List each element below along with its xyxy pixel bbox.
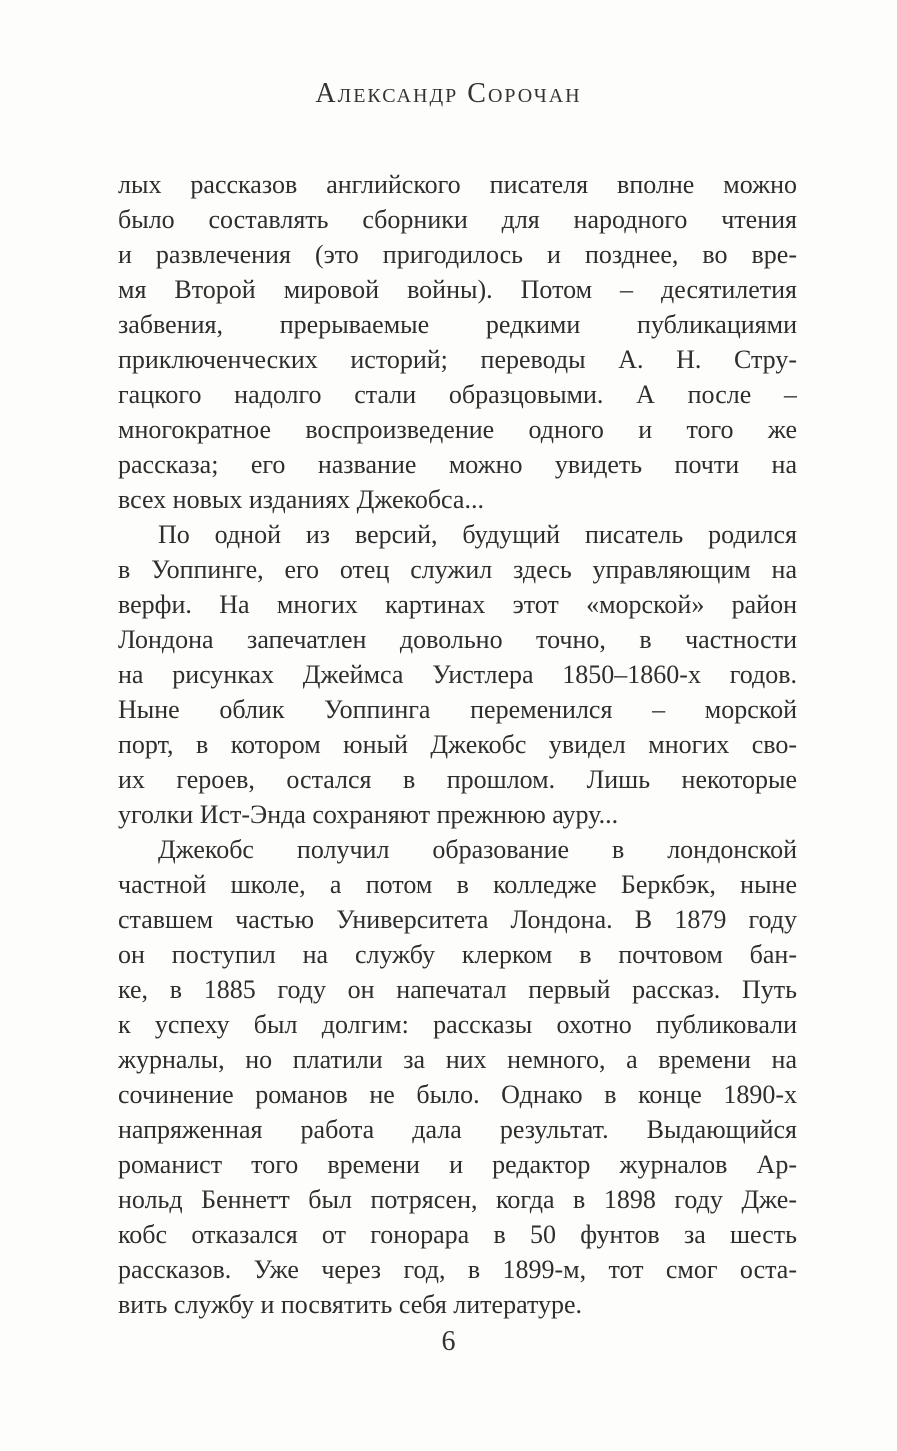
body-text [118,167,797,1322]
text-line: в Уоппинге, его отец служил здесь управляющим на [118,555,797,584]
text-line: уголки Ист-Энда сохраняют прежнюю ауру... [118,800,619,829]
text-line: По одной из версий, будущий писатель родился [158,520,797,549]
text-line: порт, в котором юный Джекобс увидел многих сво- [118,730,797,759]
text-line: верфи. На многих картинах этот «морской» район [118,590,797,619]
text-line: многократное воспроизведение одного и того же [118,415,797,444]
text-line: нольд Беннетт был потрясен, когда в 1898 году Дже- [118,1185,797,1214]
text-line: рассказа; его название можно увидеть почти на [118,450,797,479]
text-line: ке, в 1885 году он напечатал первый рассказ. Путь [118,975,797,1004]
text-line: на рисунках Джеймса Уистлера 1850–1860-х годов. [118,660,797,689]
text-line: к успеху был долгим: рассказы охотно публиковали [118,1010,797,1039]
running-header: Александр Сорочан [315,78,582,109]
text-line: мя Второй мировой войны). Потом – десятилетия [118,275,797,304]
text-line: Ныне облик Уоппинга переменился – морской [118,695,797,724]
text-line: романист того времени и редактор журналов Ар- [118,1150,797,1179]
text-line: Джекобс получил образование в лондонской [158,835,797,864]
text-line: их героев, остался в прошлом. Лишь некоторые [118,765,797,794]
text-line: сочинение романов не было. Однако в конце 1890-х [118,1080,797,1109]
text-line: лых рассказов английского писателя вполне можно [118,170,797,199]
text-line: и развлечения (это пригодилось и позднее, во вре- [118,240,797,269]
text-line: напряженная работа дала результат. Выдающийся [118,1115,797,1144]
text-line: было составлять сборники для народного чтения [118,205,797,234]
paragraph [118,517,797,832]
page-number: 6 [441,1326,456,1357]
paragraph [118,167,797,517]
text-line: рассказов. Уже через год, в 1899-м, тот смог оста- [118,1255,797,1284]
text-line: Лондона запечатлен довольно точно, в частности [118,625,797,654]
text-line: кобс отказался от гонорара в 50 фунтов за шесть [118,1220,797,1249]
text-line: приключенческих историй; переводы А. Н. Стру- [118,345,797,374]
text-line: вить службу и посвятить себя литературе. [118,1290,583,1319]
text-line: гацкого надолго стали образцовыми. А после – [118,380,797,409]
text-line: частной школе, а потом в колледже Беркбэк, ныне [118,870,797,899]
text-line: забвения, прерываемые редкими публикациями [118,310,797,339]
text-line: он поступил на службу клерком в почтовом бан- [118,940,797,969]
paragraph [118,832,797,1322]
text-line: ставшем частью Университета Лондона. В 1879 году [118,905,797,934]
text-line: всех новых изданиях Джекобса... [118,485,484,514]
text-line: журналы, но платили за них немного, а времени на [118,1045,797,1074]
